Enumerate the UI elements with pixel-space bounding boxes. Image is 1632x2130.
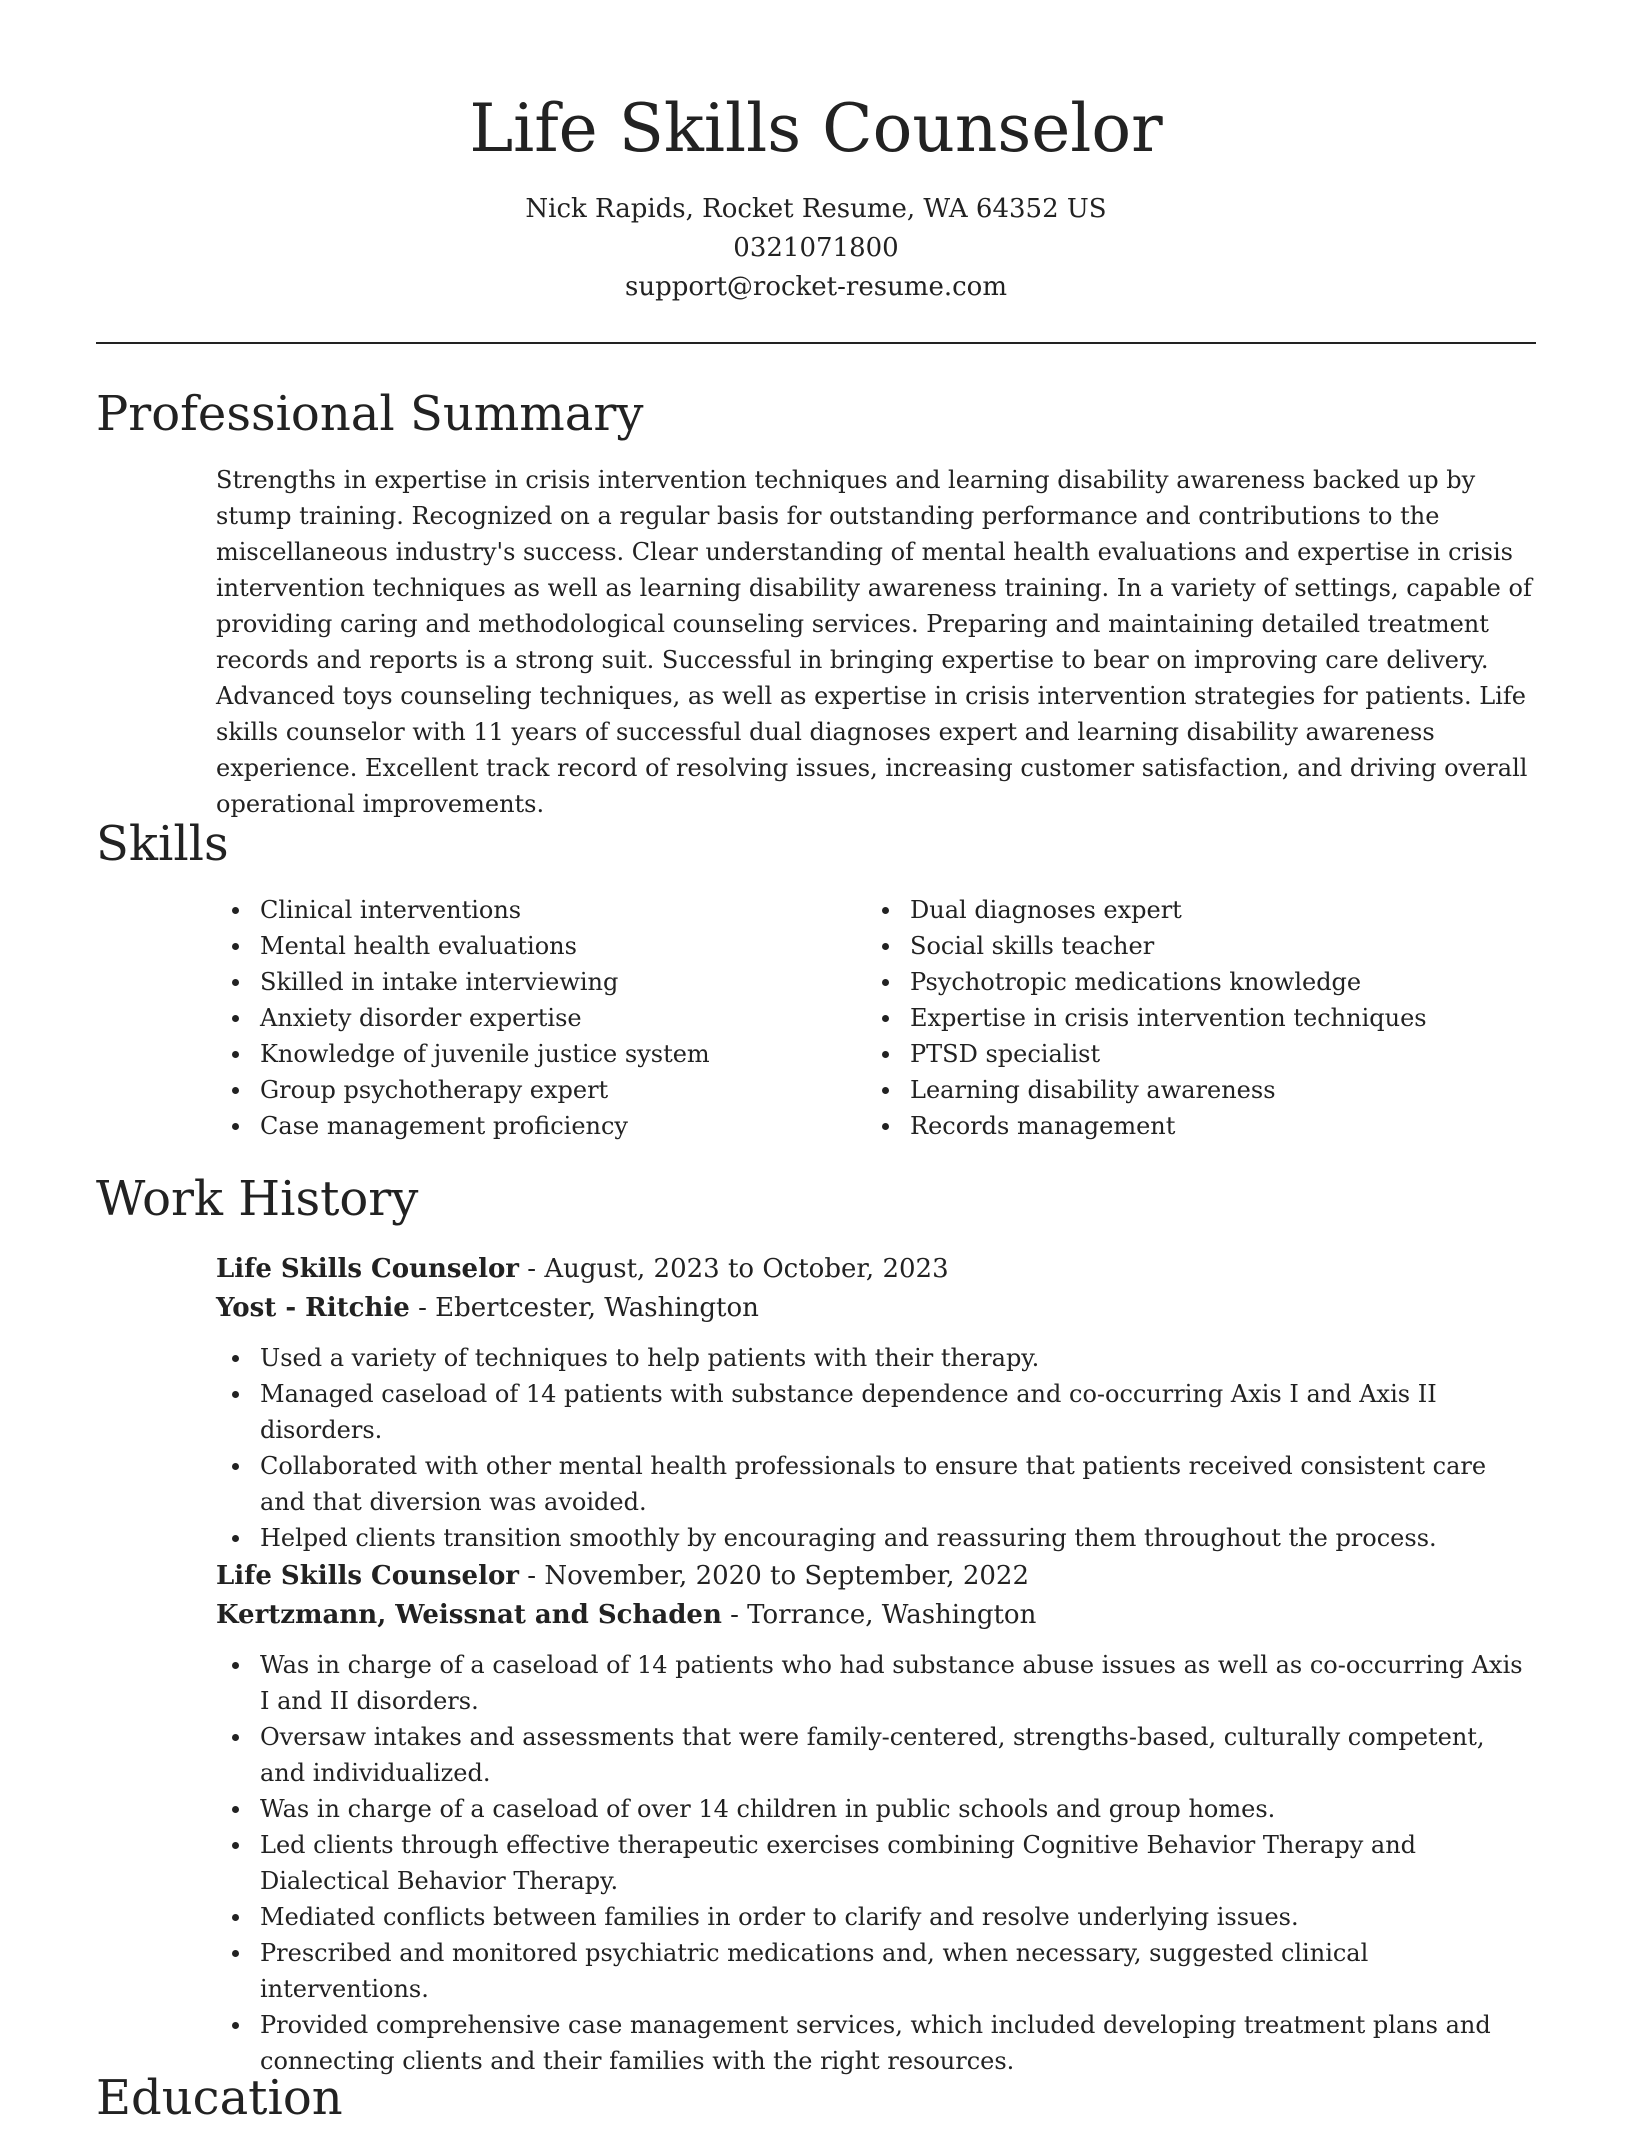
job-bullet: Helped clients transition smoothly by encouraging and reassuring them throughout the process.: [216, 1520, 1532, 1556]
skill-item: Case management proficiency: [216, 1108, 836, 1144]
contact-block: [0, 190, 1632, 307]
job-bullet: Mediated conflicts between families in order to clarify and resolve underlying issues.: [216, 1899, 1532, 1935]
skill-item: Group psychotherapy expert: [216, 1072, 836, 1108]
summary-heading: Professional Summary: [96, 386, 644, 442]
job-entry: [216, 1557, 1532, 2079]
skill-item: Clinical interventions: [216, 892, 836, 928]
header-divider: [96, 342, 1536, 344]
skill-item: Learning disability awareness: [866, 1072, 1526, 1108]
job-location: - Torrance, Washington: [721, 1600, 1037, 1630]
job-bullet: Managed caseload of 14 patients with substance dependence and co-occurring Axis I and Axis II disorders.: [216, 1376, 1532, 1448]
skill-item: Anxiety disorder expertise: [216, 1000, 836, 1036]
job-title-line: [216, 1557, 1532, 1596]
job-bullet: Used a variety of techniques to help patients with their therapy.: [216, 1340, 1532, 1376]
job-bullet: Collaborated with other mental health professionals to ensure that patients received consistent care and that diversion was avoided.: [216, 1448, 1532, 1520]
job-bullets: [216, 1340, 1532, 1556]
skills-list-left: [216, 892, 836, 1144]
contact-address: Nick Rapids, Rocket Resume, WA 64352 US: [525, 194, 1107, 224]
skill-item: Dual diagnoses expert: [866, 892, 1526, 928]
skills-list-right: [866, 892, 1526, 1144]
skill-item: Social skills teacher: [866, 928, 1526, 964]
job-entry: [216, 1250, 1532, 1556]
skill-item: Mental health evaluations: [216, 928, 836, 964]
job-bullet: Was in charge of a caseload of over 14 children in public schools and group homes.: [216, 1791, 1532, 1827]
job-dates: - November, 2020 to September, 2022: [519, 1561, 1030, 1591]
contact-email: support@rocket-resume.com: [624, 272, 1007, 302]
skill-item: PTSD specialist: [866, 1036, 1526, 1072]
job-location: - Ebertcester, Washington: [409, 1293, 759, 1323]
job-company-line: [216, 1596, 1532, 1635]
skill-item: Expertise in crisis intervention techniques: [866, 1000, 1526, 1036]
education-heading: Education: [96, 2070, 343, 2126]
job-bullet: Led clients through effective therapeutic exercises combining Cognitive Behavior Therapy and Dialectical Behavior Therapy.: [216, 1827, 1532, 1899]
job-bullets: [216, 1647, 1532, 2079]
job-title: Life Skills Counselor: [216, 1561, 519, 1591]
job-bullet: Provided comprehensive case management services, which included developing treatment plans and connecting clients and their families with the right resources.: [216, 2007, 1532, 2079]
job-title-line: [216, 1250, 1532, 1289]
contact-phone: 0321071800: [733, 233, 899, 263]
job-title: Life Skills Counselor: [216, 1254, 519, 1284]
skill-item: Knowledge of juvenile justice system: [216, 1036, 836, 1072]
job-company: Kertzmann, Weissnat and Schaden: [216, 1600, 722, 1630]
summary-text: Strengths in expertise in crisis intervention techniques and learning disability awareness backed up by stump training. Recognized on a regular basis for outstanding performance and contributions to the miscellaneous industry's success. Clear understanding of mental health evaluations and expertise in crisis intervention techniques as well as learning disability awareness training. In a variety of settings, capable of providing caring and methodological counseling services. Preparing and maintaining detailed treatment records and reports is a strong suit. Successful in bringing expertise to bear on improving care delivery. Advanced toys counseling techniques, as well as expertise in crisis intervention strategies for patients. Life skills counselor with 11 years of successful dual diagnoses expert and learning disability awareness experience. Excellent track record of resolving issues, increasing customer satisfaction, and driving overall operational improvements.: [216, 466, 1532, 818]
job-bullet: Oversaw intakes and assessments that were family-centered, strengths-based, culturally competent, and individualized.: [216, 1719, 1532, 1791]
job-bullet: Prescribed and monitored psychiatric medications and, when necessary, suggested clinical interventions.: [216, 1935, 1532, 2007]
job-bullet: Was in charge of a caseload of 14 patients who had substance abuse issues as well as co-occurring Axis I and II disorders.: [216, 1647, 1532, 1719]
job-company: Yost - Ritchie: [216, 1293, 410, 1323]
skill-item: Skilled in intake interviewing: [216, 964, 836, 1000]
job-company-line: [216, 1289, 1532, 1328]
skill-item: Psychotropic medications knowledge: [866, 964, 1526, 1000]
page-title: Life Skills Counselor: [469, 90, 1163, 167]
job-dates: - August, 2023 to October, 2023: [519, 1254, 949, 1284]
skill-item: Records management: [866, 1108, 1526, 1144]
work-history-heading: Work History: [96, 1171, 419, 1227]
skills-heading: Skills: [96, 816, 229, 872]
